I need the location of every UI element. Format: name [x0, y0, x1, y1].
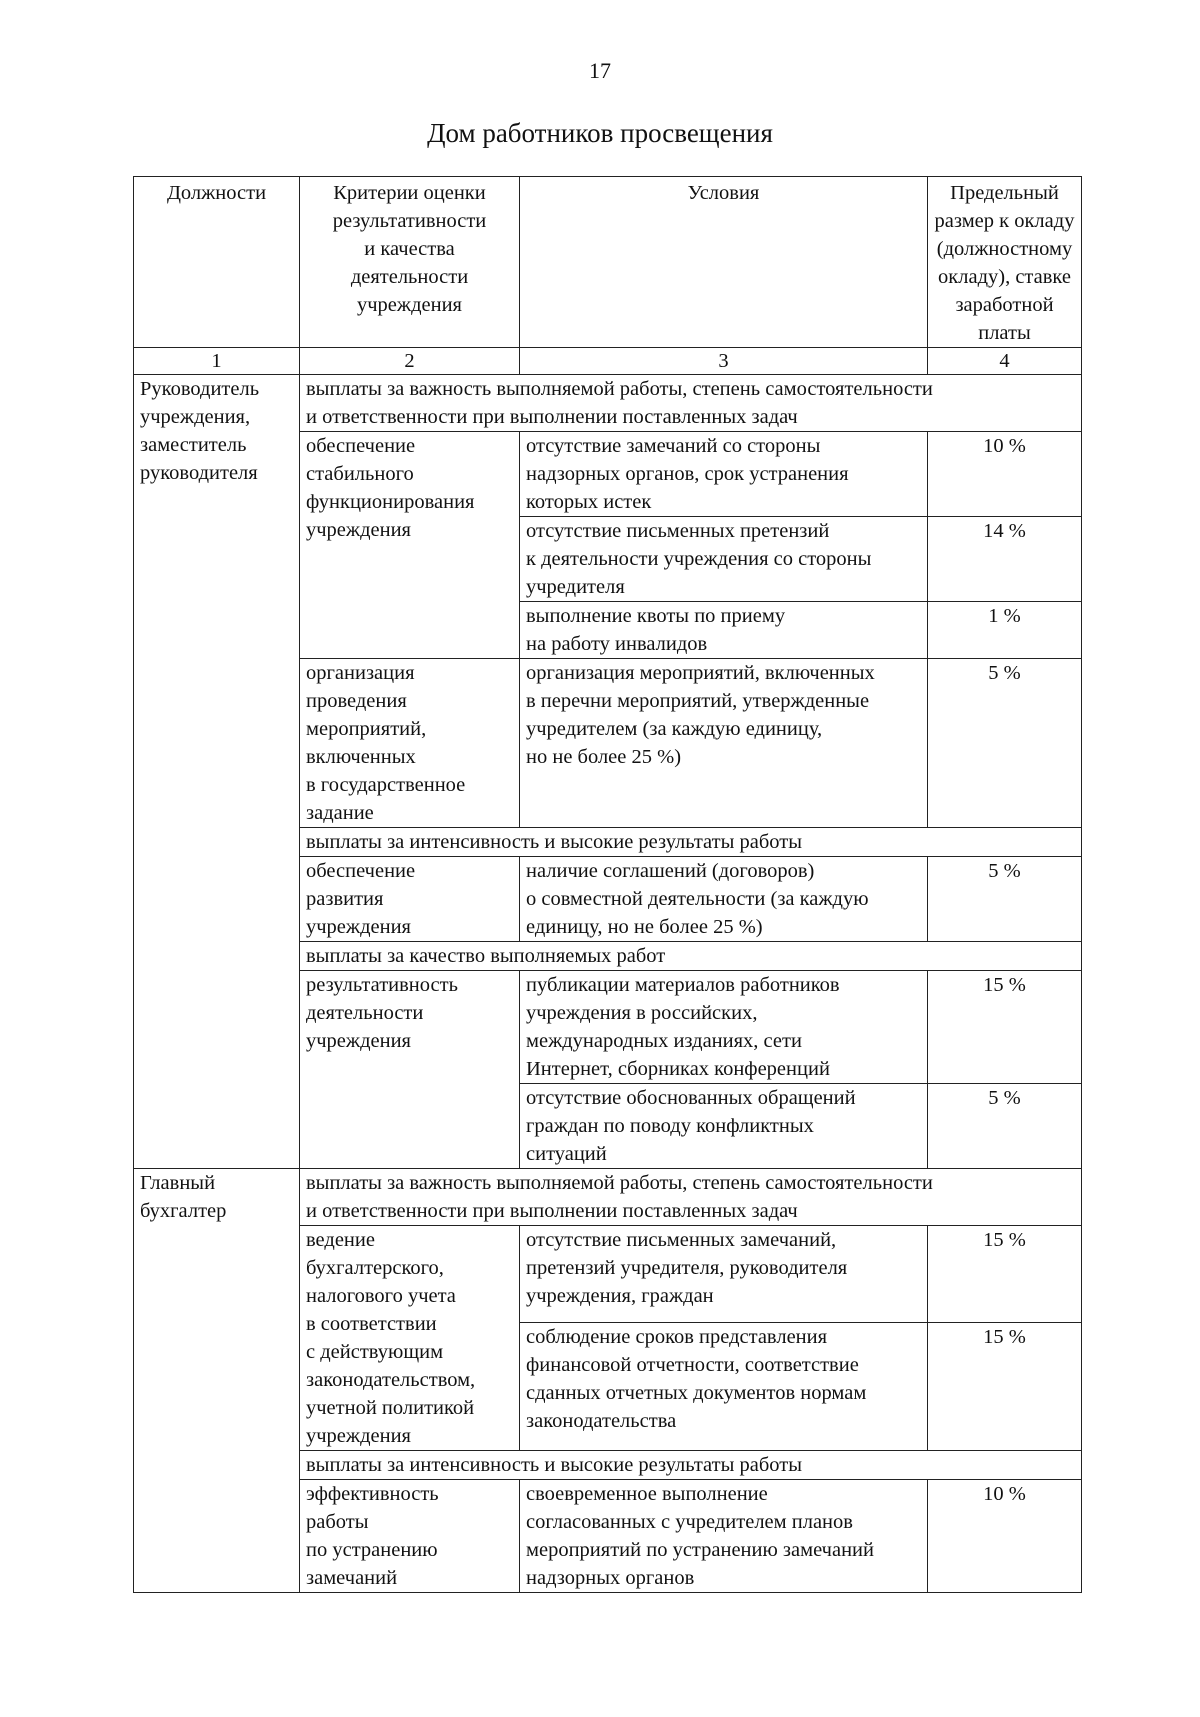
limit-cell: 15 %: [928, 971, 1082, 1084]
condition-cell: соблюдение сроков представления финансовой отчетности, соответствие сданных отчетных документов нормам законодательства: [520, 1322, 928, 1450]
condition-cell: публикации материалов работников учреждения в российских, международных изданиях, сети Интернет, сборниках конференций: [520, 971, 928, 1084]
condition-cell: выполнение квоты по приему на работу инвалидов: [520, 602, 928, 659]
limit-cell: 15 %: [928, 1322, 1082, 1450]
limit-cell: 10 %: [928, 1480, 1082, 1593]
condition-cell: отсутствие замечаний со стороны надзорных органов, срок устранения которых истек: [520, 432, 928, 517]
section-header: выплаты за важность выполняемой работы, степень самостоятельности и ответственности при выполнении поставленных задач: [300, 375, 1082, 432]
criterion-cell: ведение бухгалтерского, налогового учета в соответствии с действующим законодательством, учетной политикой учреждения: [300, 1226, 520, 1451]
column-number: 2: [300, 348, 520, 375]
criterion-cell: обеспечение развития учреждения: [300, 857, 520, 942]
criterion-cell: результативность деятельности учреждения: [300, 971, 520, 1169]
limit-cell: 5 %: [928, 857, 1082, 942]
limit-cell: 5 %: [928, 1084, 1082, 1169]
condition-cell: отсутствие обоснованных обращений граждан по поводу конфликтных ситуаций: [520, 1084, 928, 1169]
condition-cell: отсутствие письменных замечаний, претензий учредителя, руководителя учреждения, граждан: [520, 1226, 928, 1323]
header-position: Должности: [134, 177, 300, 348]
position-director: Руководитель учреждения, заместитель руководителя: [134, 375, 300, 1169]
header-criteria: Критерии оценки результативности и качества деятельности учреждения: [300, 177, 520, 348]
limit-cell: 10 %: [928, 432, 1082, 517]
position-accountant: Главный бухгалтер: [134, 1169, 300, 1593]
column-number: 3: [520, 348, 928, 375]
document-title: Дом работников просвещения: [427, 118, 773, 148]
table-row: [134, 1169, 1082, 1226]
column-number: 1: [134, 348, 300, 375]
section-header: выплаты за важность выполняемой работы, степень самостоятельности и ответственности при выполнении поставленных задач: [300, 1169, 1082, 1226]
criterion-cell: эффективность работы по устранению замечаний: [300, 1480, 520, 1593]
criteria-table: [133, 176, 1082, 1593]
section-header: выплаты за качество выполняемых работ: [300, 942, 1082, 971]
criterion-cell: обеспечение стабильного функционирования учреждения: [300, 432, 520, 659]
header-conditions: Условия: [520, 177, 928, 348]
limit-cell: 14 %: [928, 517, 1082, 602]
header-row: [134, 177, 1082, 348]
page-number: 17: [589, 58, 611, 83]
section-header: выплаты за интенсивность и высокие результаты работы: [300, 828, 1082, 857]
condition-cell: своевременное выполнение согласованных с учредителем планов мероприятий по устранению замечаний надзорных органов: [520, 1480, 928, 1593]
header-limit: Предельный размер к окладу (должностному окладу), ставке заработной платы: [928, 177, 1082, 348]
column-number-row: [134, 348, 1082, 375]
section-header: выплаты за интенсивность и высокие результаты работы: [300, 1451, 1082, 1480]
condition-cell: организация мероприятий, включенных в перечни мероприятий, утвержденные учредителем (за каждую единицу, но не более 25 %): [520, 659, 928, 828]
limit-cell: 15 %: [928, 1226, 1082, 1323]
limit-cell: 5 %: [928, 659, 1082, 828]
condition-cell: наличие соглашений (договоров) о совместной деятельности (за каждую единицу, но не более 25 %): [520, 857, 928, 942]
table-row: [134, 375, 1082, 432]
column-number: 4: [928, 348, 1082, 375]
limit-cell: 1 %: [928, 602, 1082, 659]
condition-cell: отсутствие письменных претензий к деятельности учреждения со стороны учредителя: [520, 517, 928, 602]
criterion-cell: организация проведения мероприятий, включенных в государственное задание: [300, 659, 520, 828]
